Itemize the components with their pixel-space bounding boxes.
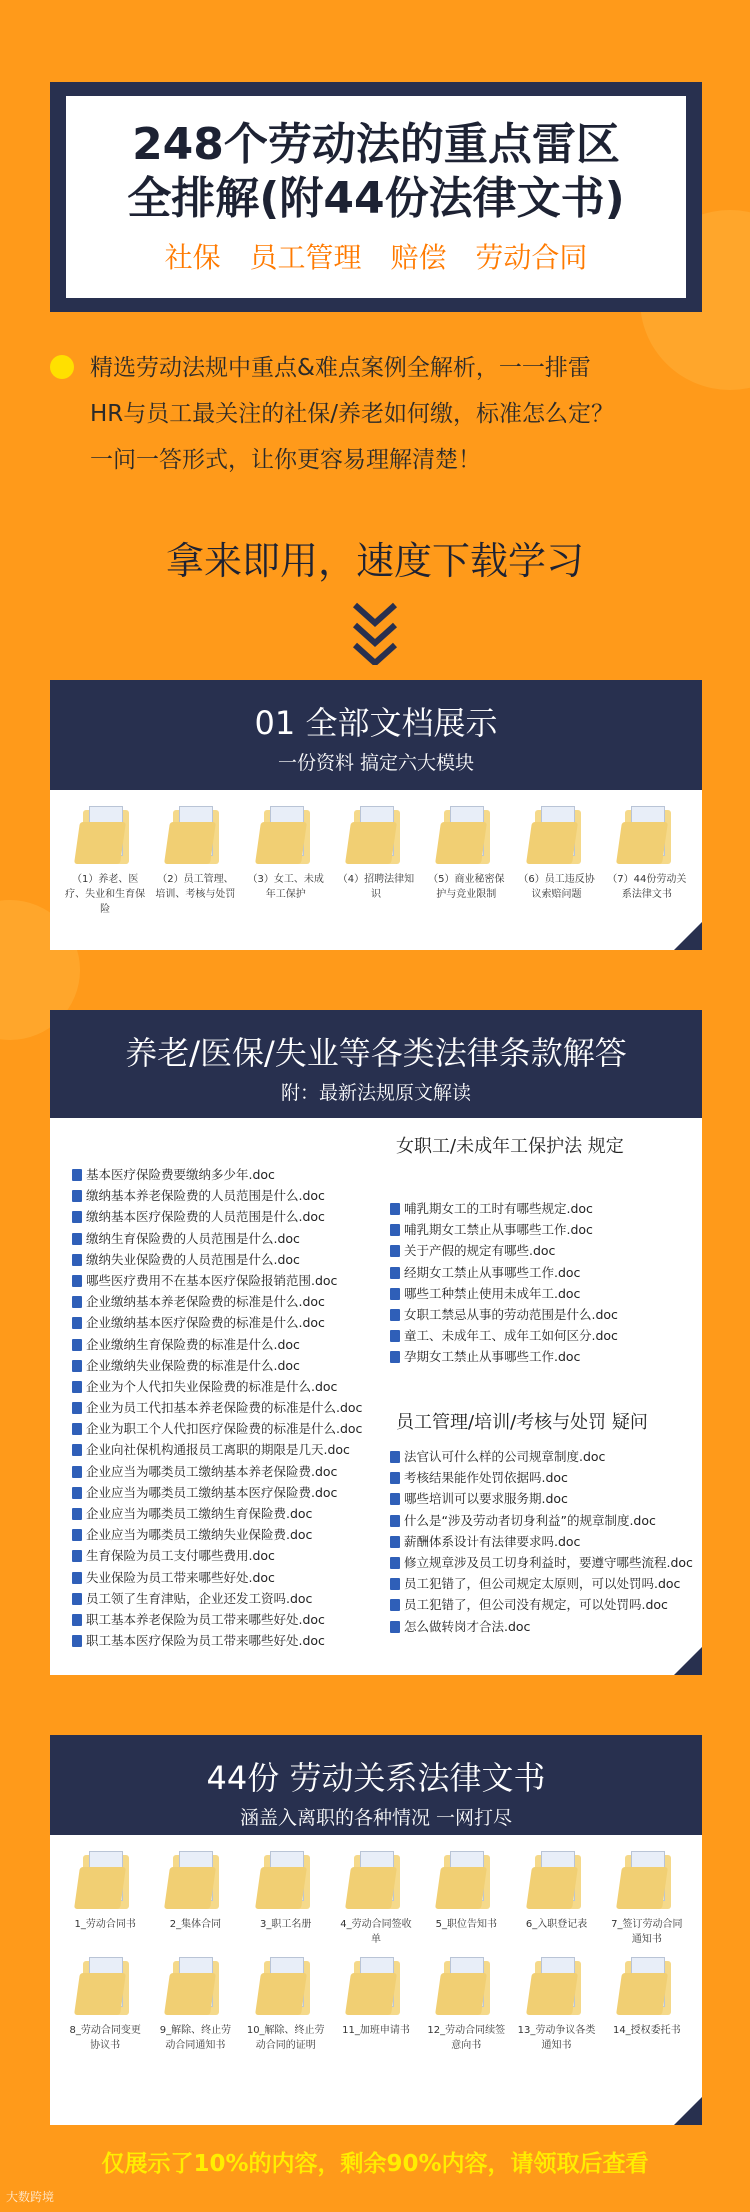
doc-file-icon xyxy=(390,1267,400,1279)
title-card xyxy=(50,82,702,312)
doc-file-icon xyxy=(390,1557,400,1569)
corner-decoration xyxy=(674,2097,702,2125)
folder-label: 3_职工名册 xyxy=(260,1919,312,1930)
doc-file-name: 哺乳期女工禁止从事哪些工作.doc xyxy=(404,1222,593,1238)
watermark: 大数跨境 xyxy=(6,2190,55,2204)
folder-item[interactable] xyxy=(426,1955,506,2051)
doc-file-name: 哪些工种禁止使用未成年工.doc xyxy=(404,1285,581,1301)
doc-file-icon xyxy=(72,1444,82,1456)
doc-file-icon xyxy=(72,1254,82,1266)
topic-tags xyxy=(66,236,686,276)
doc-file-row[interactable] xyxy=(72,1461,392,1482)
doc-file-name: 修立规章涉及员工切身利益时，要遵守哪些流程.doc xyxy=(404,1554,693,1570)
right-heading-2: 员工管理/培训/考核与处罚 疑问 xyxy=(396,1412,648,1433)
section-header xyxy=(50,1010,702,1118)
tag: 赔偿 xyxy=(390,241,447,274)
doc-file-row[interactable] xyxy=(390,1552,693,1573)
doc-file-row[interactable] xyxy=(72,1545,392,1566)
doc-file-row[interactable] xyxy=(390,1219,690,1240)
doc-file-row[interactable] xyxy=(390,1304,690,1325)
doc-file-row[interactable] xyxy=(72,1228,392,1249)
folder-item[interactable] xyxy=(155,1955,235,2051)
doc-file-name: 企业缴纳生育保险费的标准是什么.doc xyxy=(86,1336,300,1352)
doc-file-icon xyxy=(72,1317,82,1329)
doc-file-name: 哪些培训可以要求服务期.doc xyxy=(404,1491,568,1507)
section-law-answers xyxy=(50,1010,702,1675)
doc-file-name: 失业保险为员工带来哪些好处.doc xyxy=(86,1569,275,1585)
doc-file-name: 员工犯错了，但公司没有规定，可以处罚吗.doc xyxy=(404,1597,668,1613)
doc-file-row[interactable] xyxy=(390,1346,690,1367)
doc-file-name: 企业应当为哪类员工缴纳基本养老保险费.doc xyxy=(86,1463,338,1479)
doc-file-name: 企业缴纳基本医疗保险费的标准是什么.doc xyxy=(86,1315,325,1331)
doc-file-row[interactable] xyxy=(72,1164,392,1185)
doc-file-icon xyxy=(390,1351,400,1363)
right-doc-list-1 xyxy=(390,1198,690,1368)
folder-item[interactable] xyxy=(426,804,506,915)
doc-file-name: 什么是“涉及劳动者切身利益”的规章制度.doc xyxy=(404,1512,656,1528)
folder-label: 14_授权委托书 xyxy=(612,2025,681,2036)
right-heading-1: 女职工/未成年工保护法 规定 xyxy=(396,1136,624,1157)
section-header xyxy=(50,680,702,790)
doc-file-icon xyxy=(72,1211,82,1223)
folder-label: 1_劳动合同书 xyxy=(74,1919,136,1930)
folder-icon xyxy=(258,1849,314,1909)
section-title: 养老/医保/失业等各类法律条款解答 xyxy=(125,1034,627,1072)
folder-icon xyxy=(348,804,404,864)
doc-file-row[interactable] xyxy=(72,1355,392,1376)
folder-icon xyxy=(77,1849,133,1909)
doc-file-name: 企业为个人代扣失业保险费的标准是什么.doc xyxy=(86,1378,338,1394)
tag: 社保 xyxy=(164,241,221,274)
doc-file-name: 哺乳期女工的工时有哪些规定.doc xyxy=(404,1201,593,1216)
doc-file-row[interactable] xyxy=(72,1397,392,1418)
doc-file-row[interactable] xyxy=(390,1198,690,1219)
doc-file-icon xyxy=(390,1451,400,1463)
folder-icon xyxy=(77,804,133,864)
doc-file-name: 缴纳失业保险费的人员范围是什么.doc xyxy=(86,1251,300,1267)
doc-file-name: 哪些医疗费用不在基本医疗保险报销范围.doc xyxy=(86,1272,338,1288)
doc-file-row[interactable] xyxy=(390,1594,690,1615)
doc-file-icon xyxy=(390,1599,400,1611)
doc-file-row[interactable] xyxy=(72,1588,392,1609)
intro-line: 一问一答形式，让你更容易理解清楚！ xyxy=(90,447,481,473)
section-documents xyxy=(50,680,702,950)
doc-file-row[interactable] xyxy=(72,1376,392,1397)
doc-file-row[interactable] xyxy=(390,1573,690,1594)
folder-label: 13_劳动争议各类通知书 xyxy=(517,2025,596,2051)
doc-file-row[interactable] xyxy=(390,1510,690,1531)
doc-file-row[interactable] xyxy=(390,1240,690,1261)
doc-file-name: 企业为员工代扣基本养老保险费的标准是什么.doc xyxy=(86,1400,363,1416)
folder-item[interactable] xyxy=(246,804,326,915)
corner-decoration xyxy=(674,1647,702,1675)
doc-file-row[interactable] xyxy=(390,1616,690,1637)
doc-file-icon xyxy=(72,1339,82,1351)
folder-icon xyxy=(529,1849,585,1909)
doc-file-name: 女职工禁忌从事的劳动范围是什么.doc xyxy=(404,1306,618,1322)
footer-notice: 仅展示了10%的内容，剩余90%内容，请领取后查看 xyxy=(101,2151,649,2177)
folder-item[interactable] xyxy=(607,1849,687,1945)
folder-item[interactable] xyxy=(65,1955,145,2051)
doc-file-name: 怎么做转岗才合法.doc xyxy=(404,1618,531,1634)
doc-file-name: 考核结果能作处罚依据吗.doc xyxy=(404,1470,568,1486)
doc-file-name: 企业缴纳基本养老保险费的标准是什么.doc xyxy=(86,1294,325,1310)
folder-icon xyxy=(167,1955,223,2015)
doc-file-icon xyxy=(72,1169,82,1181)
doc-file-name: 企业缴纳失业保险费的标准是什么.doc xyxy=(86,1357,300,1373)
folder-icon xyxy=(258,1955,314,2015)
section-subtitle: 附：最新法规原文解读 xyxy=(280,1082,471,1104)
doc-file-name: 企业应当为哪类员工缴纳失业保险费.doc xyxy=(86,1527,313,1543)
folder-grid xyxy=(50,1835,702,2061)
doc-file-icon xyxy=(72,1529,82,1541)
doc-file-row[interactable] xyxy=(72,1270,392,1291)
doc-file-icon xyxy=(72,1360,82,1372)
doc-file-icon xyxy=(72,1423,82,1435)
doc-file-name: 企业应当为哪类员工缴纳基本医疗保险费.doc xyxy=(86,1484,338,1500)
intro-line: 精选劳动法规中重点&难点案例全解析，一一排雷 xyxy=(90,355,591,381)
doc-file-icon xyxy=(72,1381,82,1393)
tag: 劳动合同 xyxy=(475,241,588,274)
doc-file-row[interactable] xyxy=(390,1531,690,1552)
folder-item[interactable] xyxy=(517,1955,597,2051)
doc-file-row[interactable] xyxy=(72,1567,392,1588)
folder-label: （6）员工违反协议索赔问题 xyxy=(518,874,595,900)
folder-label: （3）女工、未成年工保护 xyxy=(247,874,324,900)
doc-file-name: 企业为职工个人代扣医疗保险费的标准是什么.doc xyxy=(86,1421,363,1437)
folder-item[interactable] xyxy=(517,1849,597,1945)
doc-file-icon xyxy=(72,1550,82,1562)
folder-icon xyxy=(348,1955,404,2015)
doc-file-icon xyxy=(390,1493,400,1505)
doc-file-icon xyxy=(390,1288,400,1300)
folder-item[interactable] xyxy=(246,1955,326,2051)
doc-file-row[interactable] xyxy=(72,1249,392,1270)
doc-file-icon xyxy=(72,1275,82,1287)
doc-file-icon xyxy=(390,1621,400,1633)
folder-item[interactable] xyxy=(336,1955,416,2051)
doc-file-row[interactable] xyxy=(72,1334,392,1355)
doc-file-icon xyxy=(390,1330,400,1342)
doc-file-row[interactable] xyxy=(72,1312,392,1333)
folder-item[interactable] xyxy=(155,804,235,915)
doc-file-row[interactable] xyxy=(72,1185,392,1206)
doc-listing xyxy=(50,1118,702,1658)
doc-file-icon xyxy=(390,1578,400,1590)
folder-icon xyxy=(529,804,585,864)
folder-icon xyxy=(438,1849,494,1909)
folder-icon xyxy=(77,1955,133,2015)
doc-file-icon xyxy=(390,1472,400,1484)
chevron-down-icon xyxy=(350,595,400,665)
doc-file-name: 企业向社保机构通报员工离职的期限是几天.doc xyxy=(86,1442,350,1458)
section-subtitle: 涵盖入离职的各种情况 一网打尽 xyxy=(239,1807,513,1829)
doc-file-row[interactable] xyxy=(72,1439,392,1460)
folder-item[interactable] xyxy=(155,1849,235,1945)
right-doc-list-2 xyxy=(390,1446,693,1637)
folder-label: 9_解除、终止劳动合同通知书 xyxy=(159,2025,232,2051)
doc-file-icon xyxy=(72,1402,82,1414)
doc-file-name: 生育保险为员工支付哪些费用.doc xyxy=(86,1548,275,1564)
doc-file-icon xyxy=(72,1466,82,1478)
section-title: 01 全部文档展示 xyxy=(254,704,498,742)
folder-grid xyxy=(50,790,702,925)
folder-label: 5_职位告知书 xyxy=(435,1919,497,1930)
doc-file-row[interactable] xyxy=(72,1206,392,1227)
doc-file-icon xyxy=(72,1572,82,1584)
doc-file-icon xyxy=(390,1309,400,1321)
doc-file-row[interactable] xyxy=(72,1482,392,1503)
folder-label: 6_入职登记表 xyxy=(525,1919,588,1930)
doc-file-name: 孕期女工禁止从事哪些工作.doc xyxy=(404,1349,581,1365)
folder-icon xyxy=(348,1849,404,1909)
folder-icon xyxy=(529,1955,585,2015)
folder-icon xyxy=(438,1955,494,2015)
doc-file-name: 关于产假的规定有哪些.doc xyxy=(404,1243,556,1259)
folder-label: （7）44份劳动关系法律文书 xyxy=(607,874,687,900)
section-subtitle: 一份资料 搞定六大模块 xyxy=(277,752,475,774)
folder-icon xyxy=(167,804,223,864)
folder-label: （5）商业秘密保护与竞业限制 xyxy=(428,874,505,900)
doc-file-name: 童工、未成年工、成年工如何区分.doc xyxy=(404,1328,618,1344)
doc-file-icon xyxy=(72,1233,82,1245)
doc-file-name: 职工基本养老保险为员工带来哪些好处.doc xyxy=(86,1611,325,1627)
left-doc-list xyxy=(72,1164,392,1651)
doc-file-name: 企业应当为哪类员工缴纳生育保险费.doc xyxy=(86,1506,313,1521)
folder-item[interactable] xyxy=(65,804,145,915)
intro xyxy=(50,345,710,483)
doc-file-icon xyxy=(72,1635,82,1647)
folder-item[interactable] xyxy=(607,1955,687,2051)
doc-file-row[interactable] xyxy=(72,1609,392,1630)
folder-icon xyxy=(258,804,314,864)
intro-line: HR与员工最关注的社保/养老如何缴，标准怎么定？ xyxy=(90,401,615,427)
folder-label: 8_劳动合同变更协议书 xyxy=(69,2025,141,2051)
doc-file-icon xyxy=(72,1487,82,1499)
folder-icon xyxy=(619,804,675,864)
doc-file-row[interactable] xyxy=(390,1262,690,1283)
doc-file-icon xyxy=(72,1190,82,1202)
folder-label: 2_集体合同 xyxy=(169,1919,222,1930)
doc-file-icon xyxy=(72,1593,82,1605)
folder-item[interactable] xyxy=(246,1849,326,1945)
doc-file-row[interactable] xyxy=(390,1446,690,1467)
folder-icon xyxy=(438,804,494,864)
doc-file-name: 员工领了生育津贴，企业还发工资吗.doc xyxy=(86,1590,313,1606)
doc-file-icon xyxy=(390,1536,400,1548)
folder-item[interactable] xyxy=(336,1849,416,1945)
doc-file-name: 经期女工禁止从事哪些工作.doc xyxy=(404,1264,581,1280)
main-title-line2: 全排解(附44份法律文书) xyxy=(127,173,625,224)
doc-file-name: 法官认可什么样的公司规章制度.doc xyxy=(404,1449,606,1464)
corner-decoration xyxy=(674,922,702,950)
folder-item[interactable] xyxy=(607,804,687,915)
folder-item[interactable] xyxy=(336,804,416,915)
folder-icon xyxy=(619,1955,675,2015)
folder-item[interactable] xyxy=(517,804,597,915)
doc-file-name: 缴纳基本医疗保险费的人员范围是什么.doc xyxy=(86,1209,325,1225)
doc-file-row[interactable] xyxy=(390,1488,690,1509)
doc-file-icon xyxy=(72,1296,82,1308)
doc-file-icon xyxy=(72,1614,82,1626)
folder-label: 4_劳动合同签收单 xyxy=(340,1919,412,1945)
section-legal-documents xyxy=(50,1735,702,2125)
folder-label: 12_劳动合同续签意向书 xyxy=(427,2025,506,2051)
main-title-line1: 248个劳动法的重点雷区 xyxy=(132,119,620,170)
doc-file-row[interactable] xyxy=(390,1283,690,1304)
folder-icon xyxy=(619,1849,675,1909)
doc-file-name: 薪酬体系设计有法律要求吗.doc xyxy=(404,1533,581,1549)
doc-file-row[interactable] xyxy=(390,1467,690,1488)
doc-file-name: 员工犯错了，但公司规定太原则，可以处罚吗.doc xyxy=(404,1576,681,1592)
tag: 员工管理 xyxy=(249,241,362,274)
folder-icon xyxy=(167,1849,223,1909)
download-cta: 拿来即用，速度下载学习 xyxy=(165,539,584,583)
title-inner xyxy=(66,96,686,298)
folder-item[interactable] xyxy=(426,1849,506,1945)
doc-file-name: 职工基本医疗保险为员工带来哪些好处.doc xyxy=(86,1633,325,1649)
folder-label: （4）招聘法律知识 xyxy=(337,874,415,900)
doc-file-icon xyxy=(390,1203,400,1215)
folder-label: （1）养老、医疗、失业和生育保险 xyxy=(65,874,146,915)
doc-file-row[interactable] xyxy=(390,1325,690,1346)
folder-label: 11_加班申请书 xyxy=(342,2025,410,2036)
doc-file-name: 基本医疗保险费要缴纳多少年.doc xyxy=(86,1167,275,1182)
folder-label: （2）员工管理、培训、考核与处罚 xyxy=(155,874,236,900)
folder-item[interactable] xyxy=(65,1849,145,1945)
doc-file-name: 缴纳生育保险费的人员范围是什么.doc xyxy=(86,1230,300,1246)
doc-file-row[interactable] xyxy=(72,1524,392,1545)
section-header xyxy=(50,1735,702,1835)
folder-label: 10_解除、终止劳动合同的证明 xyxy=(246,2025,325,2051)
doc-file-name: 缴纳基本养老保险费的人员范围是什么.doc xyxy=(86,1188,325,1204)
section-title: 44份 劳动关系法律文书 xyxy=(206,1759,546,1797)
doc-file-row[interactable] xyxy=(72,1418,392,1439)
doc-file-icon xyxy=(72,1508,82,1520)
doc-file-row[interactable] xyxy=(72,1503,392,1524)
bullet-dot-icon xyxy=(50,355,74,379)
doc-file-icon xyxy=(390,1224,400,1236)
doc-file-icon xyxy=(390,1515,400,1527)
folder-label: 7_签订劳动合同通知书 xyxy=(611,1919,683,1945)
doc-file-row[interactable] xyxy=(72,1291,392,1312)
doc-file-icon xyxy=(390,1245,400,1257)
doc-file-row[interactable] xyxy=(72,1630,392,1651)
